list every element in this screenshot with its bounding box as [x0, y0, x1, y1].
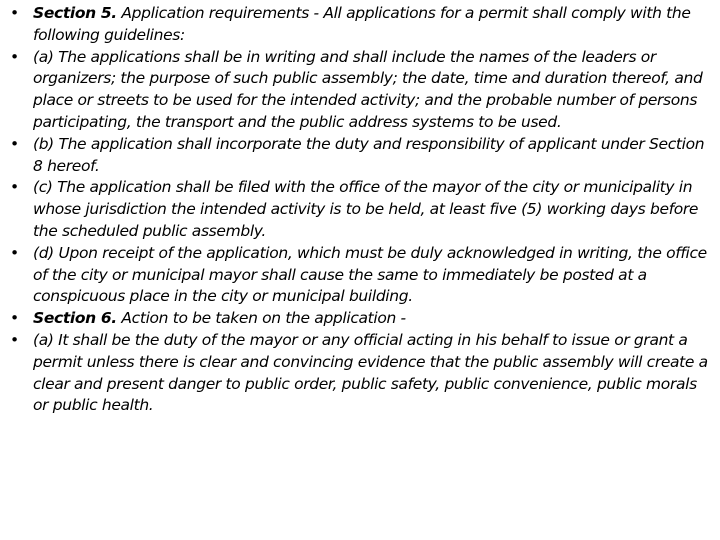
bullet-text: (b) The application shall incorporate the duty and responsibility of applicant under Section 8 hereof.: [33, 134, 705, 175]
bullet-text: (c) The application shall be filed with the office of the mayor of the city or municipality in whose jurisdiction the intended activity is to be held, at least five (5) working days before the scheduled public assembly.: [33, 178, 699, 240]
bullet-item-5a: [10, 47, 715, 134]
section-heading: Section 6.: [33, 309, 117, 328]
bullet-item-5d: [10, 243, 715, 308]
bullet-text: (a) The applications shall be in writing and shall include the names of the leaders or organizers; the purpose of such public assembly; the date, time and duration thereof, and place or streets to be used for the intended activity; and the probable number of persons participating, the transport and the public address systems to be used.: [33, 47, 703, 131]
bullet-icon: •: [10, 4, 19, 22]
bullet-item-section-5: [10, 3, 715, 47]
bullet-icon: •: [10, 243, 19, 262]
bullet-item-section-6: [10, 308, 715, 330]
bullet-icon: •: [10, 309, 19, 328]
bullet-icon: •: [10, 178, 19, 197]
bullet-text: Action to be taken on the application -: [116, 309, 406, 328]
bullet-text: (d) Upon receipt of the application, which must be duly acknowledged in writing, the office of the city or municipal mayor shall cause the same to immediately be posted at a conspicuous place in the city or municipal building.: [33, 243, 707, 306]
bullet-list: [10, 3, 715, 417]
bullet-item-5b: [10, 134, 715, 178]
bullet-text: Application requirements - All applications for a permit shall comply with the following guidelines:: [33, 4, 691, 44]
section-heading: Section 5.: [33, 4, 117, 22]
bullet-text: (a) It shall be the duty of the mayor or any official acting in his behalf to issue or grant a permit unless there is clear and convincing evidence that the public assembly will create a clear and present danger to public order, public safety, public convenience, public morals or public health.: [33, 330, 708, 415]
bullet-icon: •: [10, 47, 19, 66]
bullet-icon: •: [10, 134, 19, 153]
bullet-item-6a: [10, 330, 715, 417]
bullet-item-5c: [10, 177, 715, 242]
bullet-icon: •: [10, 330, 19, 349]
